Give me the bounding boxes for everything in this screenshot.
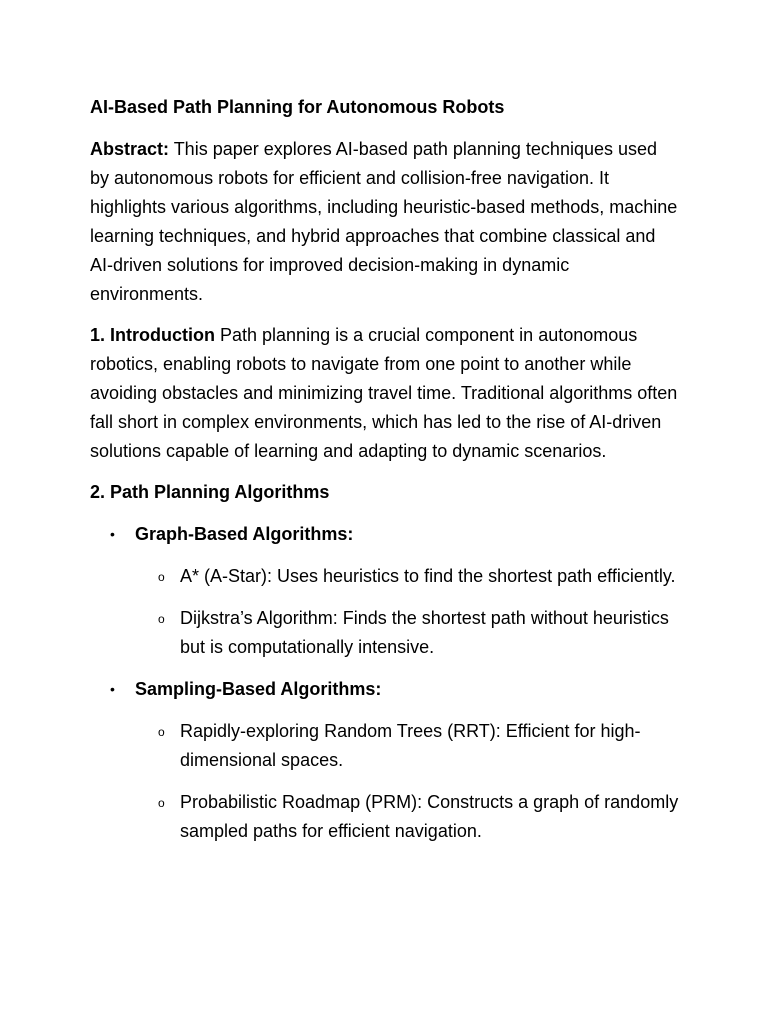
document-page bbox=[90, 93, 680, 859]
abstract-text: This paper explores AI-based path planning techniques used by autonomous robots for efficient and collision-free navigation. It highlights various algorithms, including heuristic-based methods, machine learning techniques, and hybrid approaches that combine classical and AI-driven solutions for improved decision-making in dynamic environments. bbox=[90, 139, 678, 304]
introduction-text: Path planning is a crucial component in autonomous robotics, enabling robots to navigate from one point to another while avoiding obstacles and minimizing travel time. Traditional algorithms often fall short in complex environments, which has led to the rise of AI-driven solutions capable of learning and adapting to dynamic scenarios. bbox=[90, 325, 678, 461]
section-heading: 2. Path Planning Algorithms bbox=[90, 482, 330, 502]
sub-bullet-icon: o bbox=[158, 796, 165, 810]
sub-list bbox=[135, 562, 680, 662]
list-item-sampling-based bbox=[90, 675, 680, 846]
abstract-paragraph bbox=[90, 135, 680, 309]
bullet-icon: • bbox=[110, 526, 115, 542]
sub-list-item-text: Dijkstra’s Algorithm: Finds the shortest path without heuristics but is computationally intensive. bbox=[180, 608, 669, 657]
list-item-graph-based bbox=[90, 520, 680, 662]
bullet-icon: • bbox=[110, 681, 115, 697]
sub-list-item-text: A* (A-Star): Uses heuristics to find the shortest path efficiently. bbox=[180, 566, 676, 586]
sub-list bbox=[135, 717, 680, 846]
sub-list-item bbox=[135, 717, 680, 775]
abstract-label: Abstract: bbox=[90, 139, 170, 159]
document-title: AI-Based Path Planning for Autonomous Robots bbox=[90, 97, 505, 117]
sub-bullet-icon: o bbox=[158, 570, 165, 584]
sub-list-item bbox=[135, 562, 680, 591]
sub-list-item bbox=[135, 788, 680, 846]
introduction-paragraph bbox=[90, 321, 680, 466]
group-label: Sampling-Based Algorithms: bbox=[135, 679, 382, 699]
sub-bullet-icon: o bbox=[158, 725, 165, 739]
algorithm-list bbox=[90, 520, 680, 846]
group-label: Graph-Based Algorithms: bbox=[135, 524, 354, 544]
sub-list-item bbox=[135, 604, 680, 662]
sub-list-item-text: Rapidly-exploring Random Trees (RRT): Efficient for high-dimensional spaces. bbox=[180, 721, 641, 770]
sub-list-item-text: Probabilistic Roadmap (PRM): Constructs a graph of randomly sampled paths for efficient navigation. bbox=[180, 792, 679, 841]
sub-bullet-icon: o bbox=[158, 612, 165, 626]
introduction-label: 1. Introduction bbox=[90, 325, 215, 345]
